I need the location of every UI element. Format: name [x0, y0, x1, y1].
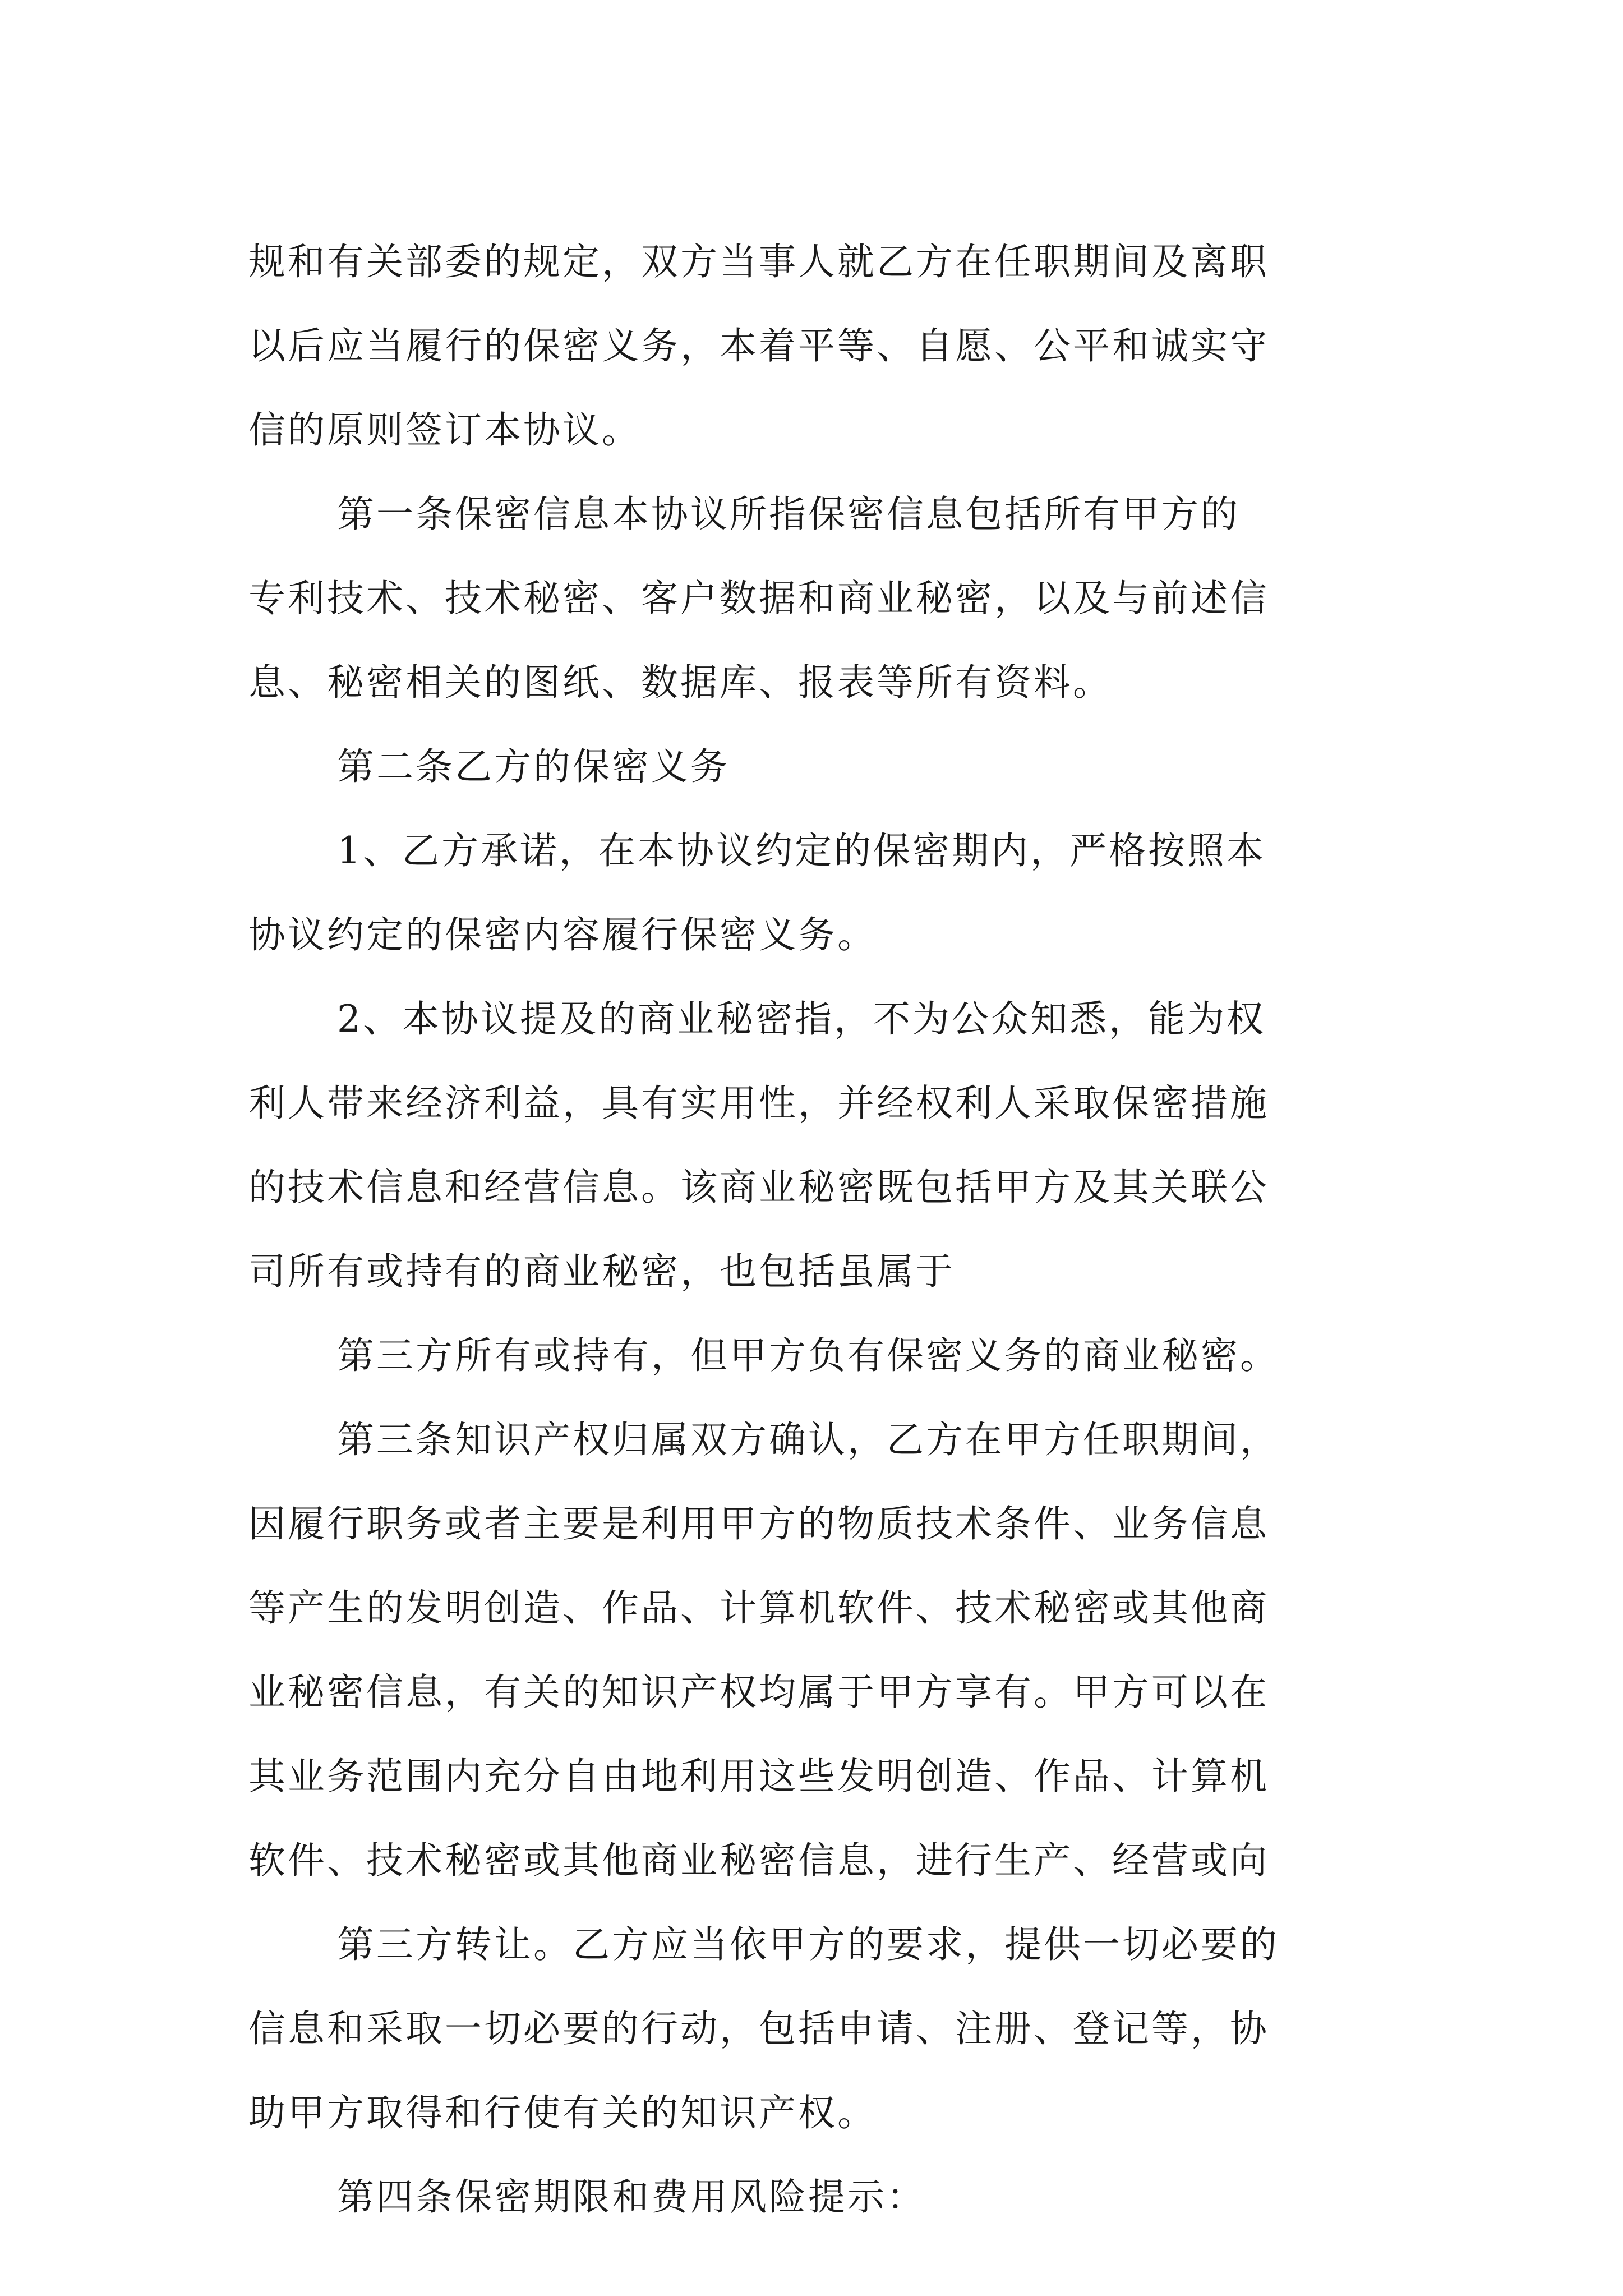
text-line: 等产生的发明创造、作品、计算机软件、技术秘密或其他商	[248, 1586, 1269, 1630]
text-line: 信息和采取一切必要的行动，包括申请、注册、登记等，协	[248, 2007, 1269, 2050]
text-line: 2、本协议提及的商业秘密指，不为公众知悉，能为权	[337, 997, 1266, 1041]
text-line: 的技术信息和经营信息。该商业秘密既包括甲方及其关联公	[248, 1166, 1269, 1209]
text-line: 利人带来经济利益，具有实用性，并经权利人采取保密措施	[248, 1082, 1269, 1125]
text-line: 因履行职务或者主要是利用甲方的物质技术条件、业务信息	[248, 1502, 1269, 1545]
section-heading: 第四条保密期限和费用风险提示：	[337, 2175, 926, 2219]
text-line: 第一条保密信息本协议所指保密信息包括所有甲方的	[337, 493, 1240, 536]
document-body	[248, 220, 1387, 2239]
text-line: 规和有关部委的规定，双方当事人就乙方在任职期间及离职	[248, 240, 1269, 283]
text-line: 第三方所有或持有，但甲方负有保密义务的商业秘密。	[337, 1334, 1279, 1377]
text-line: 第三条知识产权归属双方确认，乙方在甲方任职期间，	[337, 1418, 1279, 1461]
text-line: 息、秘密相关的图纸、数据库、报表等所有资料。	[248, 661, 1112, 704]
text-line: 业秘密信息，有关的知识产权均属于甲方享有。甲方可以在	[248, 1671, 1269, 1714]
text-line: 1、乙方承诺，在本协议约定的保密期内，严格按照本	[337, 829, 1266, 872]
text-line: 司所有或持有的商业秘密，也包括虽属于	[248, 1250, 955, 1293]
text-line: 助甲方取得和行使有关的知识产权。	[248, 2091, 877, 2134]
text-line: 其业务范围内充分自由地利用这些发明创造、作品、计算机	[248, 1755, 1269, 1798]
text-line: 第三方转让。乙方应当依甲方的要求，提供一切必要的	[337, 1923, 1279, 1966]
text-line: 信的原则签订本协议。	[248, 408, 641, 452]
text-line: 协议约定的保密内容履行保密义务。	[248, 913, 877, 956]
text-line: 专利技术、技术秘密、客户数据和商业秘密，以及与前述信	[248, 577, 1269, 620]
text-line: 软件、技术秘密或其他商业秘密信息，进行生产、经营或向	[248, 1839, 1269, 1882]
section-heading: 第二条乙方的保密义务	[337, 745, 730, 788]
text-line: 以后应当履行的保密义务，本着平等、自愿、公平和诚实守	[248, 324, 1269, 367]
